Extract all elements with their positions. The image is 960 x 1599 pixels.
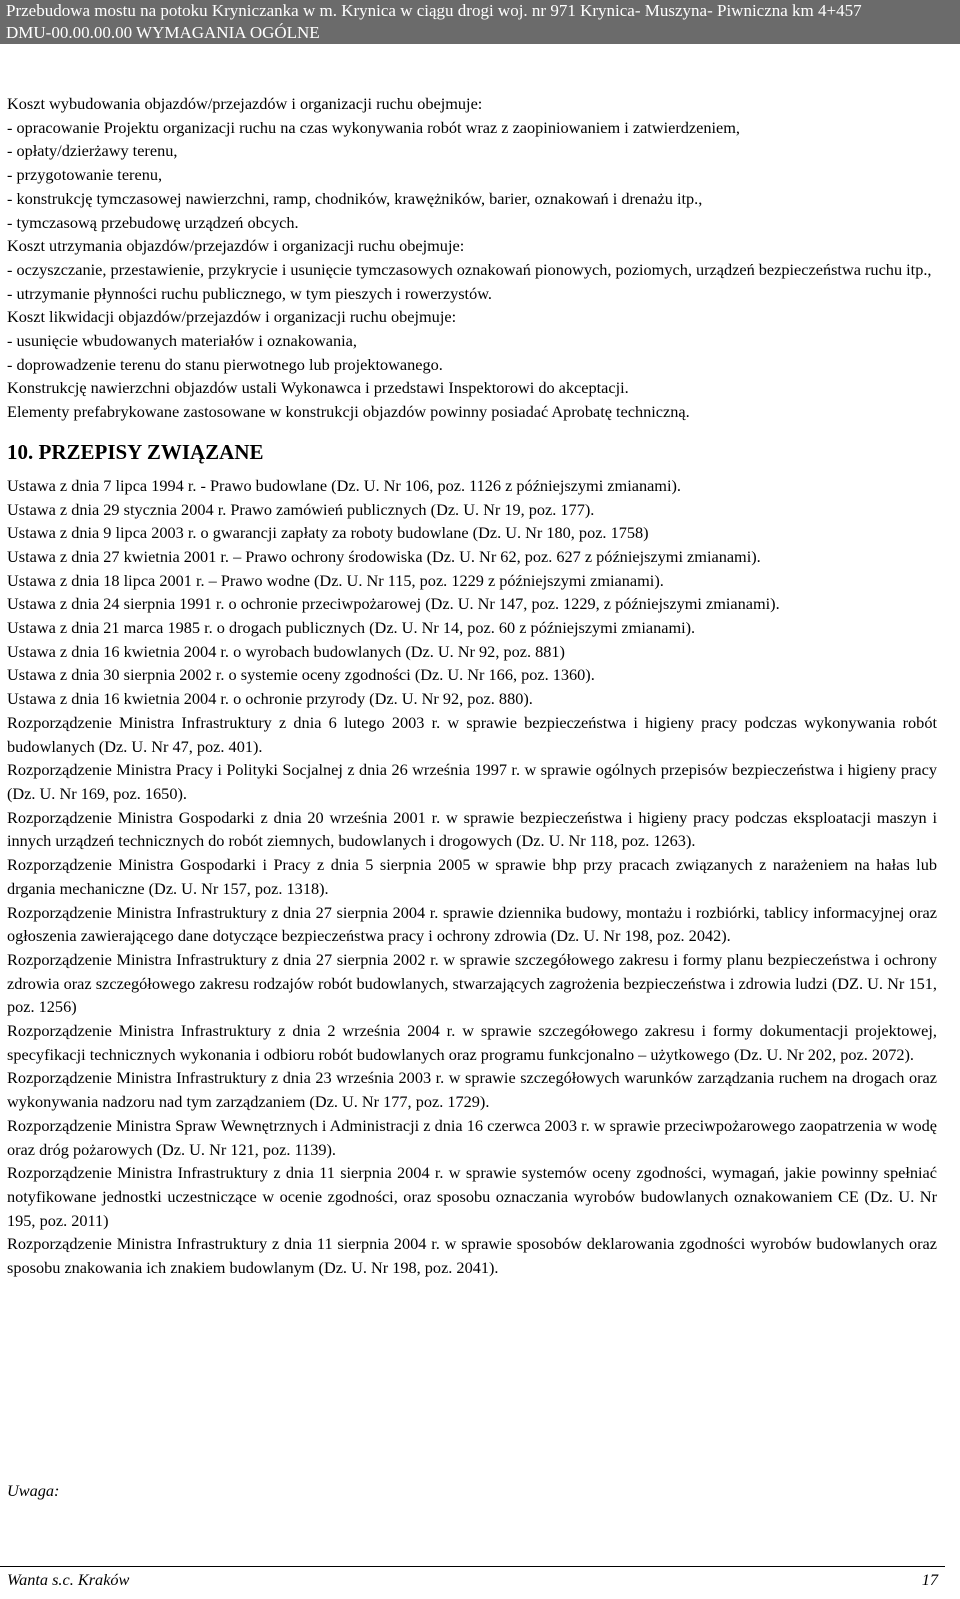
section-heading: 10. PRZEPISY ZWIĄZANE <box>7 439 264 464</box>
regulation-item: Rozporządzenie Ministra Infrastruktury z dnia 6 lutego 2003 r. w sprawie bezpieczeństwa i higieny pracy podczas wykonywania robót budowlanych (Dz. U. Nr 47, poz. 401). <box>7 712 937 756</box>
regulation-item: Ustawa z dnia 16 kwietnia 2004 r. o wyrobach budowlanych (Dz. U. Nr 92, poz. 881) <box>7 641 565 661</box>
regulation-item: Ustawa z dnia 16 kwietnia 2004 r. o ochronie przyrody (Dz. U. Nr 92, poz. 880). <box>7 689 533 709</box>
paragraph: - konstrukcję tymczasowej nawierzchni, ramp, chodników, krawężników, barier, oznakowań i drenażu itp., <box>7 188 703 208</box>
regulation-item: Rozporządzenie Ministra Infrastruktury z dnia 2 września 2004 r. w sprawie szczegółowego zakresu i formy dokumentacji projektowej, specyfikacji technicznych wykonania i odbioru robót budowlanych oraz programu funkcjonalno – użytkowego (Dz. U. Nr 202, poz. 2072). <box>7 1021 937 1064</box>
regulation-item: Rozporządzenie Ministra Pracy i Polityki Socjalnej z dnia 26 września 1997 r. w sprawie ogólnych przepisów bezpieczeństwa i higieny pracy (Dz. U. Nr 169, poz. 1650). <box>7 760 937 803</box>
regulation-item: Ustawa z dnia 30 sierpnia 2002 r. o systemie oceny zgodności (Dz. U. Nr 166, poz. 1360). <box>7 665 595 685</box>
paragraph: - usunięcie wbudowanych materiałów i oznakowania, <box>7 331 357 351</box>
paragraph: - oczyszczanie, przestawienie, przykrycie i usunięcie tymczasowych oznakowań pionowych, poziomych, urządzeń bezpieczeństwa ruchu itp., <box>7 259 932 279</box>
header-subtitle: DMU-00.00.00.00 WYMAGANIA OGÓLNE <box>6 23 320 42</box>
paragraph: - przygotowanie terenu, <box>7 165 163 185</box>
regulation-item: Rozporządzenie Ministra Gospodarki z dnia 20 września 2001 r. w sprawie bezpieczeństwa i higieny pracy podczas eksploatacji maszyn i innych urządzeń technicznych do robót ziemnych, budowlanych i drogowych (Dz. U. Nr 118, poz. 1263). <box>7 807 937 851</box>
regulation-item: Rozporządzenie Ministra Gospodarki i Pracy z dnia 5 sierpnia 2005 w sprawie bhp przy pracach związanych z narażeniem na hałas lub drgania mechaniczne (Dz. U. Nr 157, poz. 1318). <box>7 855 937 898</box>
regulation-item: Rozporządzenie Ministra Infrastruktury z dnia 27 sierpnia 2002 r. w sprawie szczegółowego zakresu i formy planu bezpieczeństwa i ochrony zdrowia oraz szczegółowego zakresu rodzajów robót budowlanych, stwarzających zagrożenia bezpieczeństwa i zdrowia ludzi (DZ. U. Nr 151, poz. 1256) <box>7 949 937 1017</box>
regulation-item: Ustawa z dnia 9 lipca 2003 r. o gwarancji zapłaty za roboty budowlane (Dz. U. Nr 180, poz. 1758) <box>7 523 649 543</box>
paragraph: Koszt wybudowania objazdów/przejazdów i organizacji ruchu obejmuje: <box>7 94 483 113</box>
document-header <box>0 0 960 44</box>
paragraph: - tymczasową przebudowę urządzeń obcych. <box>7 212 299 232</box>
note-label: Uwaga: <box>7 1481 60 1500</box>
paragraph: Elementy prefabrykowane zastosowane w konstrukcji objazdów powinny posiadać Aprobatę techniczną. <box>7 402 690 422</box>
paragraph: - opracowanie Projektu organizacji ruchu na czas wykonywania robót wraz z zaopiniowaniem i zatwierdzeniem, <box>7 117 740 137</box>
paragraph: Konstrukcję nawierzchni objazdów ustali Wykonawca i przedstawi Inspektorowi do akceptacji. <box>7 378 629 398</box>
regulation-item: Rozporządzenie Ministra Infrastruktury z dnia 23 września 2003 r. w sprawie szczegółowych warunków zarządzania ruchem na drogach oraz wykonywania nadzoru nad tym zarządzaniem (Dz. U. Nr 177, poz. 1729). <box>7 1068 937 1112</box>
regulation-item: Rozporządzenie Ministra Infrastruktury z dnia 11 sierpnia 2004 r. w sprawie systemów oceny zgodności, wymagań, jakie powinny spełniać notyfikowane jednostki uczestniczące w ocenie zgodności, oraz sposobu oznaczania wyrobów budowlanych oznakowaniem CE (Dz. U. Nr 195, poz. 2011) <box>7 1163 937 1230</box>
regulation-item: Ustawa z dnia 21 marca 1985 r. o drogach publicznych (Dz. U. Nr 14, poz. 60 z późniejszymi zmianami). <box>7 618 696 638</box>
regulation-item: Rozporządzenie Ministra Infrastruktury z dnia 27 sierpnia 2004 r. sprawie dziennika budowy, montażu i rozbiórki, tablicy informacyjnej oraz ogłoszenia zawierającego dane dotyczące bezpieczeństwa pracy i ochrony zdrowia (Dz. U. Nr 198, poz. 2042). <box>7 902 937 946</box>
cost-section <box>7 92 937 424</box>
regulation-item: Ustawa z dnia 18 lipca 2001 r. – Prawo wodne (Dz. U. Nr 115, poz. 1229 z późniejszymi zmianami). <box>7 570 664 590</box>
regulation-item: Ustawa z dnia 7 lipca 1994 r. - Prawo budowlane (Dz. U. Nr 106, poz. 1126 z późniejszymi zmianami). <box>7 475 681 495</box>
paragraph: - opłaty/dzierżawy terenu, <box>7 141 178 161</box>
regulations-list <box>7 474 937 1280</box>
regulation-item: Ustawa z dnia 24 sierpnia 1991 r. o ochronie przeciwpożarowej (Dz. U. Nr 147, poz. 1229, z późniejszymi zmianami). <box>7 594 780 614</box>
header-title: Przebudowa mostu na potoku Kryniczanka w m. Krynica w ciągu drogi woj. nr 971 Krynica- Muszyna- Piwniczna km 4+457 <box>6 1 862 20</box>
document-body <box>7 92 937 1280</box>
footer-divider <box>0 1566 945 1567</box>
regulation-item: Rozporządzenie Ministra Spraw Wewnętrznych i Administracji z dnia 16 czerwca 2003 r. w sprawie przeciwpożarowego zaopatrzenia w wodę oraz dróg pożarowych (Dz. U. Nr 121, poz. 1139). <box>7 1115 937 1159</box>
paragraph: Koszt utrzymania objazdów/przejazdów i organizacji ruchu obejmuje: <box>7 236 465 256</box>
regulation-item: Ustawa z dnia 27 kwietnia 2001 r. – Prawo ochrony środowiska (Dz. U. Nr 62, poz. 627 z późniejszymi zmianami). <box>7 546 761 566</box>
regulation-item: Ustawa z dnia 29 stycznia 2004 r. Prawo zamówień publicznych (Dz. U. Nr 19, poz. 177). <box>7 499 595 519</box>
regulation-item: Rozporządzenie Ministra Infrastruktury z dnia 11 sierpnia 2004 r. w sprawie sposobów deklarowania zgodności wyrobów budowlanych oraz sposobu znakowania ich znakiem budowlanym (Dz. U. Nr 198, poz. 2041). <box>7 1234 937 1278</box>
paragraph: Koszt likwidacji objazdów/przejazdów i organizacji ruchu obejmuje: <box>7 307 457 327</box>
paragraph: - utrzymanie płynności ruchu publicznego, w tym pieszych i rowerzystów. <box>7 283 492 303</box>
page-number: 17 <box>921 1570 938 1589</box>
paragraph: - doprowadzenie terenu do stanu pierwotnego lub projektowanego. <box>7 354 443 374</box>
footer-company: Wanta s.c. Kraków <box>7 1570 130 1589</box>
